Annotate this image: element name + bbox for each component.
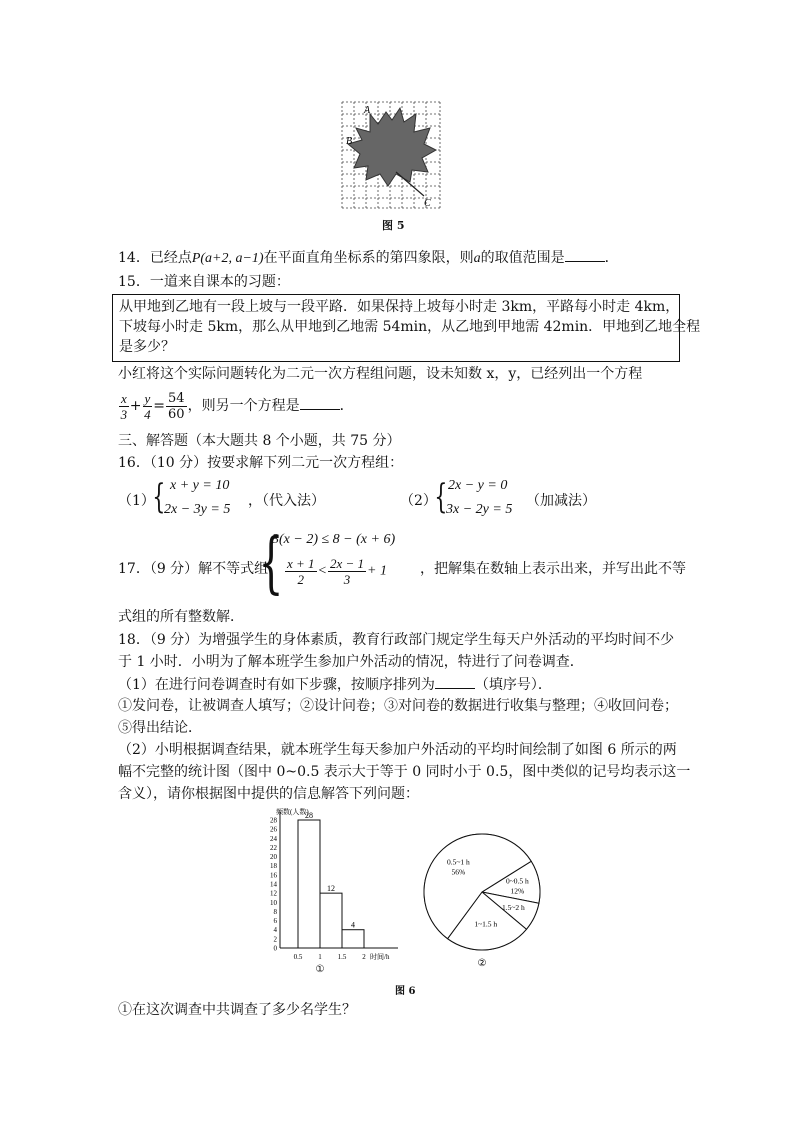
q18-step-order: （1）在进行问卷调查时有如下步骤，按顺序排列为 （填序号）． [118,674,552,695]
pie-chart-sub-label: ② [477,958,487,969]
y-tick-label: 4 [273,926,277,935]
answer-blank-14[interactable] [565,247,605,262]
q18-line: 于 1 小时．小明为了解本班学生参加户外活动的情况，特进行了问卷调查． [118,654,584,670]
y-tick-label: 26 [270,825,277,834]
q18-line: 18．（9 分）为增强学生的身体素质，教育行政部门规定学生每天户外活动的平均时间不少 [118,632,675,648]
textbook-problem-box [112,294,701,362]
pie-slice-percent: 56% [451,867,466,877]
y-tick-label: 0 [273,944,277,953]
question-16-title: 16．（10 分）按要求解下列二元一次方程组： [118,455,404,471]
y-tick-label: 6 [273,917,277,926]
point-label-b: B [346,136,353,147]
y-tick-label: 10 [270,898,277,907]
answer-blank-15[interactable] [300,395,340,410]
q18-line: 含义），请你根据图中提供的信息解答下列问题： [118,786,419,802]
bar-value-label: 28 [305,811,313,820]
q18-line: 幅不完整的统计图（图中 0~0.5 表示大于等于 0 同时小于 0.5，图中类似的记号均表示这一 [118,764,691,780]
y-tick-label: 20 [270,853,277,862]
q18-line: ①发问卷，让被调查人填写；②设计问卷；③对问卷的数据进行收集与整理；④收回问卷； [118,698,678,714]
figure5-maple-leaf [340,100,444,212]
y-tick-label: 22 [270,843,277,852]
q16-part2: （2） { 2x − y = 0 3x − 2y = 5 （加减法） [400,477,596,517]
x-tick-label: 1.5 [337,953,347,961]
x-tick-label: 2 [362,953,366,961]
q18-line: ⑤得出结论． [118,720,202,736]
bar-value-label: 12 [327,884,335,894]
bar [342,930,364,948]
question-17-line2: 式组的所有整数解． [118,609,244,625]
y-tick-label: 28 [270,816,277,825]
y-tick-label: 16 [270,871,277,880]
point-p: P(a+2, a−1) [191,251,264,266]
bar-chart-sub-label: ① [315,964,325,975]
q18-sub-question-1: ①在这次调查中共调查了多少名学生？ [118,1002,356,1018]
figure6-caption: 图 6 [395,986,416,997]
question-14: 14．已经点P(a+2, a−1)在平面直角坐标系的第四象限，则a的取值范围是 ． [118,247,619,269]
q16-part1: （1） { x + y = 10 2x − 3y = 5 ，（代入法） [118,477,325,517]
question-15-line1: 小红将这个实际问题转化为二元一次方程组问题，设未知数 x，y，已经列出一个方程 [118,366,643,382]
histogram-chart [258,808,408,976]
pie-slice-label: 1.5~2 h [501,903,525,913]
box-line: 是多少？ [119,339,175,355]
box-line: 从甲地到乙地有一段上坡与一段平路．如果保持上坡每小时走 3km，平路每小时走 4km， [119,299,680,315]
y-tick-label: 18 [270,862,277,871]
pie-chart [416,830,550,980]
section-3-title: 三、解答题（本大题共 8 个小题，共 75 分） [118,433,401,449]
figure5-caption: 图 5 [382,219,405,232]
pie-slice-percent: 12% [510,886,525,896]
bar [320,893,342,948]
pie-slice-label: 0~0.5 h [505,876,529,886]
pie-slice-label: 1~1.5 h [474,919,498,929]
x-tick-label: 0.5 [293,953,303,961]
y-tick-label: 14 [270,880,277,889]
y-tick-label: 2 [273,935,277,944]
point-label-a: A [364,105,371,116]
x-tick-label: 1 [318,953,322,961]
pie-slice-label: 0.5~1 h [446,857,470,867]
box-line: 下坡每小时走 5km，那么从甲地到乙地需 54min，从乙地到甲地需 42min．甲地到乙地全程 [119,319,701,335]
q18-line: （2）小明根据调查结果，就本班学生每天参加户外活动的平均时间绘制了如图 6 所示的两 [118,742,677,758]
y-tick-label: 24 [270,834,277,843]
answer-blank-18[interactable] [435,674,475,689]
y-tick-label: 8 [273,907,277,916]
x-axis-label: 时间/h [370,953,390,961]
point-label-c: C [424,198,431,209]
y-axis-label: 频数(人数) [276,808,309,816]
bar [298,820,320,948]
question-15-equation: $\frac{x}{3}$ + $\frac{y}{4}$ = $\frac{54}{60}$ ，则另一个方程是 ． [120,390,354,422]
bar-value-label: 4 [351,920,355,930]
question-15-title: 15．一道来自课本的习题： [118,274,290,290]
question-17: 17．（9 分）解不等式组 { 3(x − 2) ≤ 8 − (x + 6) $\frac{x + 1}{2}$ < $\frac{2x - 1}{3}$ + 1 ，把解集在数轴上表示出来，并写出此不等 [118,524,686,601]
y-tick-label: 12 [270,889,277,898]
